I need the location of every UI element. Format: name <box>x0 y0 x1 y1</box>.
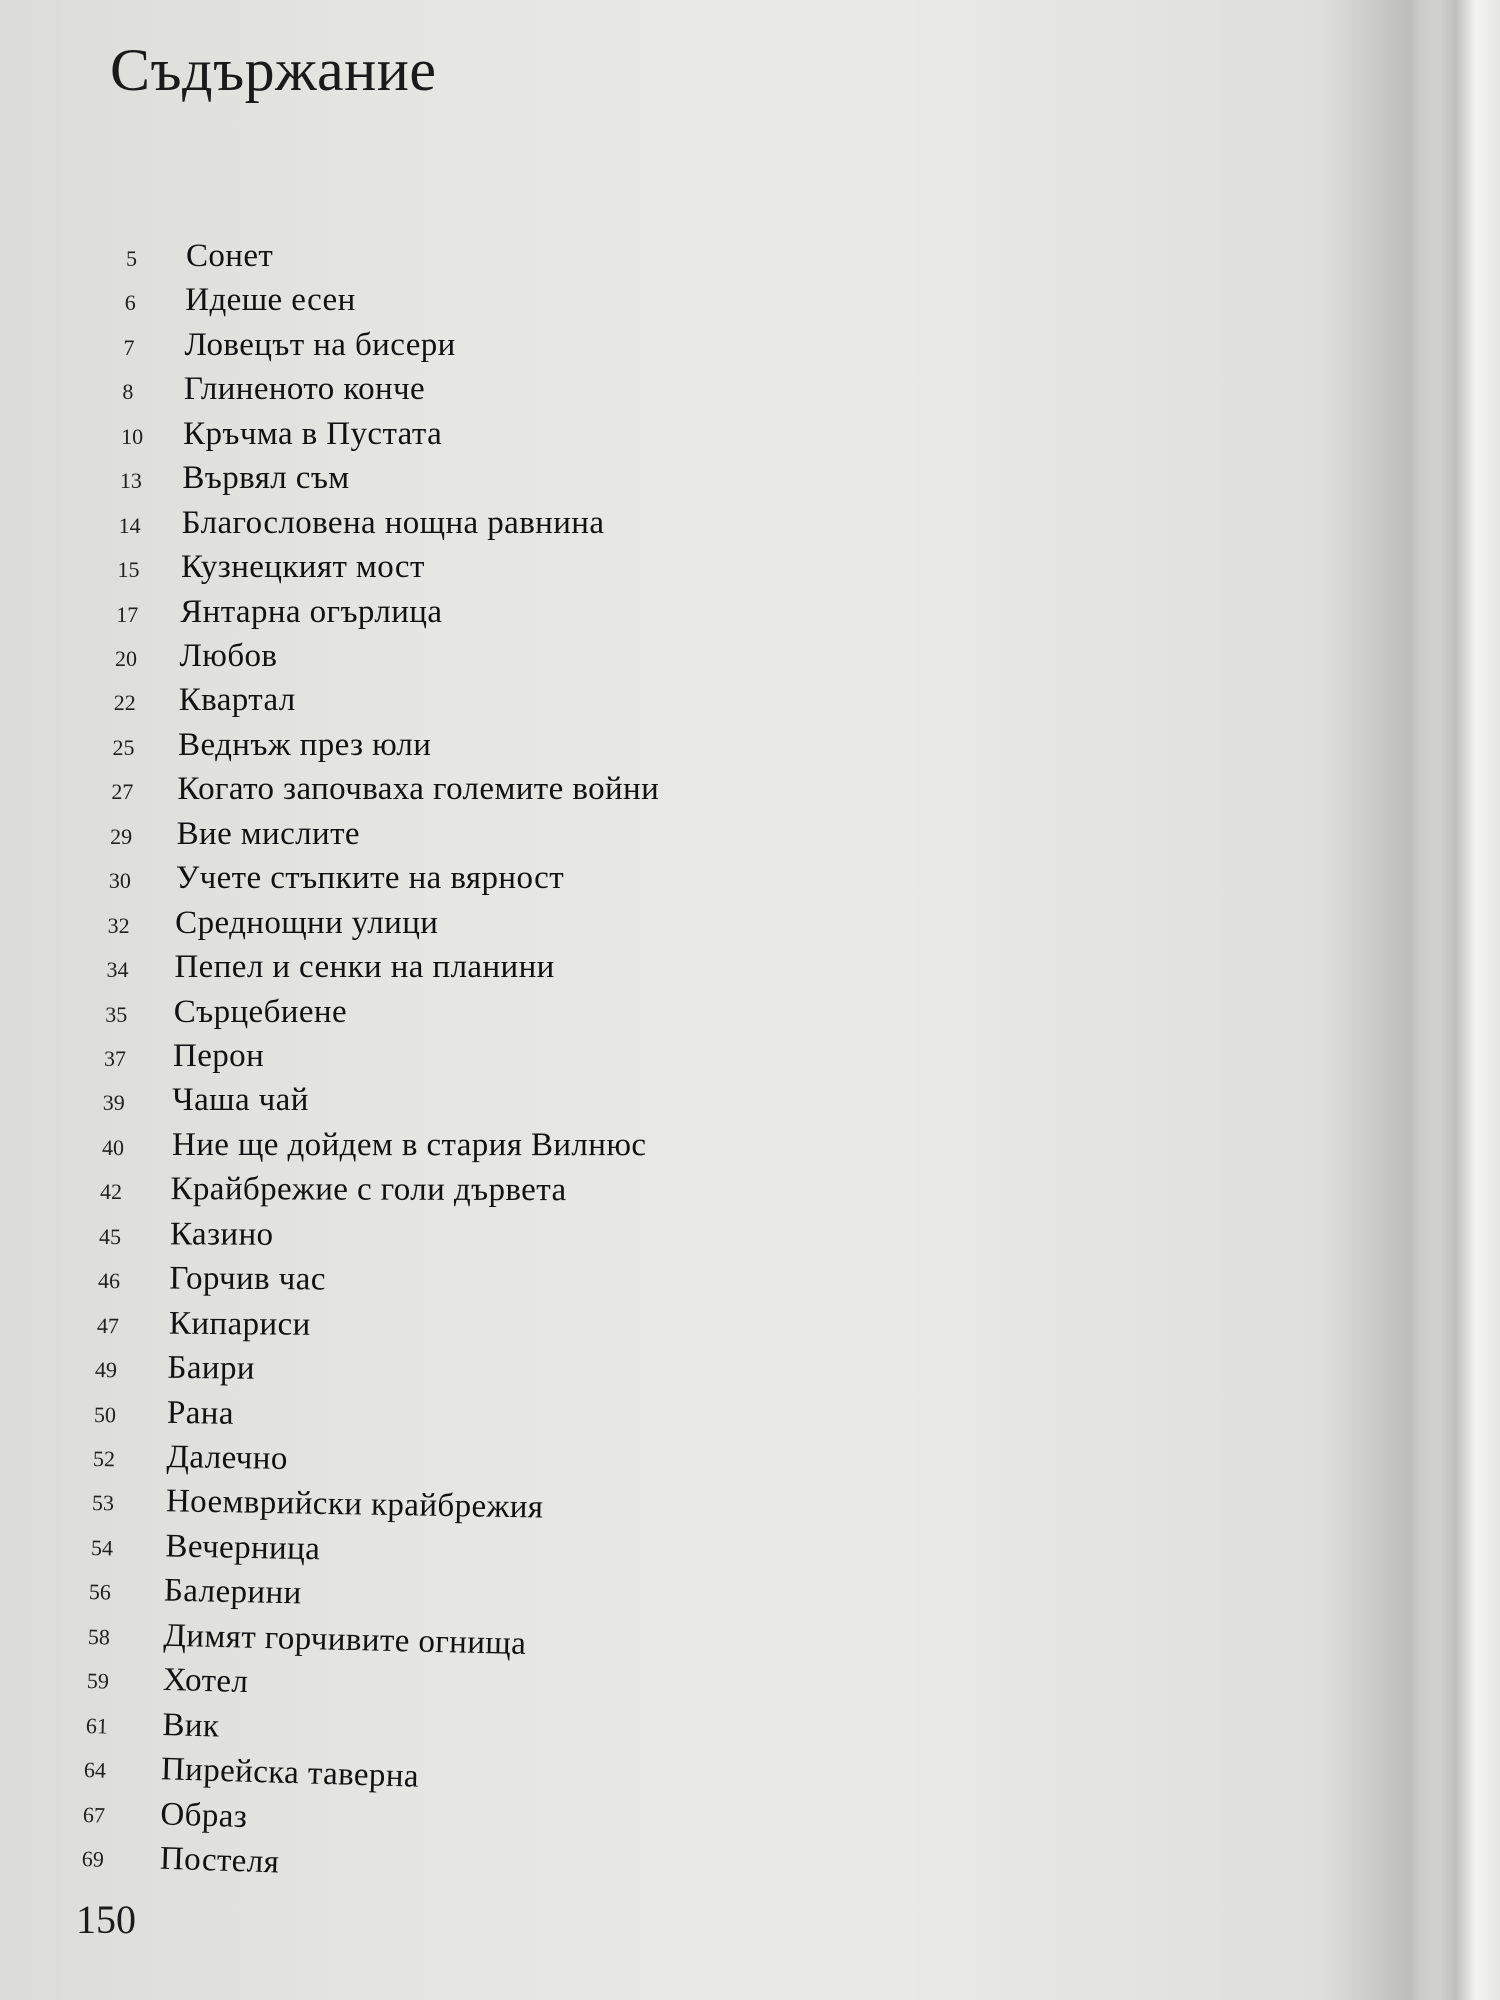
toc-entry <box>115 638 277 675</box>
toc-page-number: 54 <box>90 1534 113 1561</box>
toc-page-number: 17 <box>116 601 139 627</box>
toc-page-number: 14 <box>118 512 141 538</box>
toc-page-number: 30 <box>108 868 131 894</box>
toc-title: Перон <box>173 1038 265 1074</box>
toc-entry <box>121 416 442 453</box>
toc-title: Янтарна огърлица <box>180 593 443 630</box>
toc-title: Ноемврийски крайбрежия <box>165 1483 544 1526</box>
toc-page-number: 52 <box>92 1446 116 1472</box>
toc-entry <box>124 327 456 364</box>
toc-entry <box>104 1038 264 1075</box>
toc-page-number: 32 <box>107 912 130 938</box>
toc-page-number: 37 <box>104 1046 126 1071</box>
toc-entry <box>85 1705 219 1746</box>
toc-title: Димят горчивите огнища <box>163 1617 527 1662</box>
toc-page-number: 6 <box>124 290 136 316</box>
toc-title: Вие мислите <box>176 815 360 852</box>
toc-title: Казино <box>170 1216 274 1253</box>
toc-entry <box>91 1482 543 1527</box>
toc-entry <box>81 1838 279 1881</box>
toc-entry <box>126 238 273 275</box>
toc-page-number: 46 <box>97 1268 120 1294</box>
toc-title: Кипариси <box>168 1305 311 1343</box>
toc-title: Вик <box>161 1706 220 1745</box>
toc-entry <box>114 682 296 719</box>
toc-title: Пепел и сенки на планини <box>174 949 555 986</box>
toc-title: Хотел <box>162 1662 249 1701</box>
toc-page-number: 34 <box>106 957 129 983</box>
toc-page-number: 61 <box>85 1712 108 1739</box>
toc-page-number: 22 <box>113 690 136 716</box>
toc-title: Учете стъпките на вярност <box>175 860 565 897</box>
toc-entry <box>93 1438 288 1478</box>
toc-page-number: 7 <box>123 334 135 360</box>
toc-page-number: 27 <box>111 779 134 805</box>
toc-title: Кузнецкият мост <box>180 549 425 586</box>
toc-entry <box>109 860 564 897</box>
toc-page-number: 64 <box>84 1757 107 1783</box>
toc-page-number: 29 <box>110 823 133 849</box>
toc-title: Благословена нощна равнина <box>181 504 605 541</box>
toc-title: Образ <box>160 1795 249 1835</box>
toc-page-number: 25 <box>112 734 135 760</box>
toc-page-number: 47 <box>96 1312 119 1338</box>
toc-page-number: 5 <box>126 246 137 271</box>
toc-entry <box>111 771 659 808</box>
toc-title: Сърцебиене <box>173 993 348 1030</box>
toc-entry <box>98 1260 326 1298</box>
toc-entry <box>90 1527 320 1568</box>
toc-page-number: 20 <box>115 646 137 671</box>
toc-title: Сонет <box>186 238 274 274</box>
toc-title: Глиненото конче <box>183 371 426 408</box>
toc-page-number: 42 <box>100 1179 123 1205</box>
toc-title: Постеля <box>159 1840 280 1881</box>
toc-title: Далечно <box>166 1439 289 1477</box>
toc-title: Рана <box>166 1394 235 1432</box>
toc-title: Любов <box>179 638 278 674</box>
toc-entry <box>94 1394 234 1433</box>
toc-page-number: 10 <box>121 423 144 449</box>
toc-entry <box>103 1082 309 1119</box>
toc-entry <box>99 1216 274 1254</box>
toc-entry <box>95 1349 255 1388</box>
toc-title: Балерини <box>163 1572 303 1612</box>
toc-entry <box>110 816 360 853</box>
toc-page-number: 13 <box>119 468 142 494</box>
toc-title: Среднощни улици <box>175 904 439 941</box>
toc-entry <box>116 594 442 631</box>
toc-page-number: 50 <box>94 1401 117 1427</box>
toc-page-number: 69 <box>81 1846 105 1872</box>
toc-title: Вървял съм <box>182 460 350 497</box>
toc-entry <box>106 949 554 986</box>
toc-title: Горчив час <box>169 1260 326 1298</box>
toc-entry <box>88 1616 527 1663</box>
toc-page-number: 15 <box>117 557 140 583</box>
toc-page-number: 40 <box>101 1134 124 1160</box>
toc-title: Веднъж през юли <box>178 726 432 763</box>
toc-title: Идеше есен <box>185 282 356 319</box>
page-number: 150 <box>76 1897 136 1942</box>
toc-title: Когато започваха големите войни <box>177 771 660 808</box>
toc-page-number: 67 <box>82 1801 106 1828</box>
toc-page-number: 39 <box>102 1090 125 1116</box>
toc-entry <box>120 460 350 497</box>
toc-entry <box>100 1171 567 1209</box>
toc-page-number: 45 <box>99 1223 122 1249</box>
toc-entry <box>117 549 424 586</box>
toc-title: Пирейска таверна <box>160 1751 420 1795</box>
page-title: Съдържание <box>110 37 437 103</box>
toc-entry <box>113 727 432 764</box>
toc-page-number: 49 <box>95 1357 118 1383</box>
toc-page-number: 53 <box>91 1490 114 1516</box>
toc-title: Баири <box>167 1349 256 1387</box>
toc-title: Ловецът на бисери <box>184 326 456 363</box>
toc-page-number: 8 <box>122 379 134 405</box>
toc-page-number: 56 <box>89 1579 112 1605</box>
toc-entry <box>119 505 605 542</box>
toc-title: Кръчма в Пустата <box>183 415 443 452</box>
toc-entry <box>125 282 356 319</box>
toc-entry <box>84 1749 420 1796</box>
toc-entry <box>108 905 439 942</box>
toc-title: Вечерница <box>164 1528 321 1568</box>
toc-entry <box>122 371 425 408</box>
toc-title: Крайбрежие с голи дървета <box>170 1171 567 1209</box>
toc-title: Ние ще дойдем в стария Вилнюс <box>171 1126 647 1164</box>
toc-title: Чаша чай <box>172 1082 309 1119</box>
toc-entry <box>105 994 347 1031</box>
toc-entry <box>89 1571 302 1612</box>
page-fold-shadow <box>1420 0 1500 2000</box>
toc-page-number: 35 <box>105 1001 128 1027</box>
show-through-text <box>700 12 1359 1528</box>
toc-entry <box>96 1305 310 1344</box>
toc-entry <box>86 1660 248 1701</box>
toc-page-number: 59 <box>86 1668 110 1694</box>
toc-page-number: 58 <box>87 1623 111 1650</box>
toc-title: Квартал <box>178 682 296 719</box>
toc-entry <box>83 1794 248 1836</box>
toc-entry <box>102 1127 646 1164</box>
